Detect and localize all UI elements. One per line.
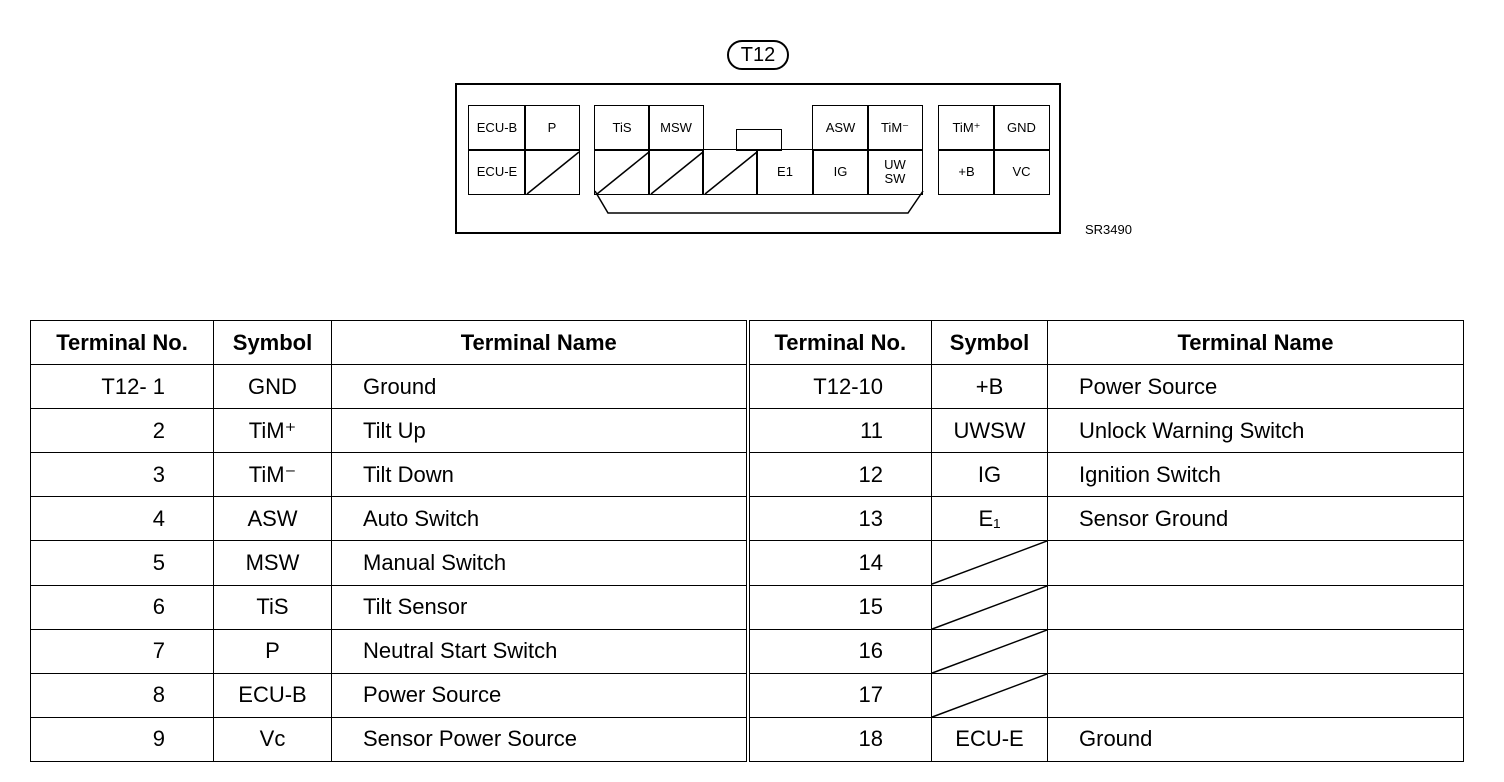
table-row <box>31 409 1464 453</box>
terminal-no: T12-10 <box>748 365 932 409</box>
pin-label: MSW <box>660 120 692 135</box>
terminal-no: 15 <box>748 585 932 629</box>
terminal-no: 8 <box>31 673 214 717</box>
symbol: ECU-E <box>932 717 1048 761</box>
symbol: ECU-B <box>214 673 332 717</box>
pin-label: TiS <box>612 120 632 135</box>
terminal-name: Auto Switch <box>332 497 748 541</box>
terminal-name <box>1048 541 1464 585</box>
pin-label: VC <box>1012 164 1031 179</box>
connector-latch <box>736 129 782 151</box>
terminal-name <box>1048 585 1464 629</box>
terminal-name: Sensor Ground <box>1048 497 1464 541</box>
table-row <box>31 365 1464 409</box>
symbol-empty <box>932 629 1048 673</box>
pin-tim-minus <box>867 105 923 151</box>
terminal-name: Manual Switch <box>332 541 748 585</box>
terminal-name: Unlock Warning Switch <box>1048 409 1464 453</box>
terminal-name: Power Source <box>332 673 748 717</box>
header-symbol: Symbol <box>932 321 1048 365</box>
pin-vc <box>993 149 1050 195</box>
header-terminal-name: Terminal Name <box>1048 321 1464 365</box>
terminal-name: Ground <box>1048 717 1464 761</box>
pin-ecu-b <box>468 105 526 151</box>
terminal-no: 14 <box>748 541 932 585</box>
header-symbol: Symbol <box>214 321 332 365</box>
terminal-no: 4 <box>31 497 214 541</box>
pin-label: IG <box>833 164 848 179</box>
pin-gnd <box>993 105 1050 151</box>
header-terminal-name: Terminal Name <box>332 321 748 365</box>
symbol: E₁ <box>932 497 1048 541</box>
pin-label: ASW <box>825 120 856 135</box>
terminal-no: 11 <box>748 409 932 453</box>
terminal-no: 18 <box>748 717 932 761</box>
terminal-table <box>30 320 1464 762</box>
header-terminal-no: Terminal No. <box>748 321 932 365</box>
terminal-no: 7 <box>31 629 214 673</box>
symbol: Vc <box>214 717 332 761</box>
pin-ecu-e <box>468 149 526 195</box>
terminal-no: 3 <box>31 453 214 497</box>
terminal-no: T12- 1 <box>31 365 214 409</box>
symbol: MSW <box>214 541 332 585</box>
terminal-name: Tilt Down <box>332 453 748 497</box>
connector-label: T12 <box>727 40 789 70</box>
pin-label: E1 <box>777 164 793 179</box>
terminal-no: 5 <box>31 541 214 585</box>
symbol-empty <box>932 541 1048 585</box>
connector-diagram <box>455 83 1061 234</box>
symbol: +B <box>932 365 1048 409</box>
pin-label: ECU-B <box>476 120 518 135</box>
pin-label: GND <box>1007 120 1036 135</box>
symbol: UWSW <box>932 409 1048 453</box>
terminal-name <box>1048 673 1464 717</box>
pin-asw <box>812 105 869 151</box>
terminal-no: 6 <box>31 585 214 629</box>
terminal-name: Tilt Sensor <box>332 585 748 629</box>
pin-label: ECU-E <box>476 164 518 179</box>
terminal-name <box>1048 629 1464 673</box>
terminal-no: 16 <box>748 629 932 673</box>
symbol-empty <box>932 673 1048 717</box>
terminal-no: 17 <box>748 673 932 717</box>
header-terminal-no: Terminal No. <box>31 321 214 365</box>
pin-tim-plus <box>938 105 995 151</box>
pin-tis <box>594 105 650 151</box>
terminal-name: Ground <box>332 365 748 409</box>
empty-slash <box>932 541 1047 584</box>
table-row <box>31 717 1464 761</box>
pin-empty <box>524 149 580 195</box>
symbol: GND <box>214 365 332 409</box>
pin-label: +B <box>958 164 975 179</box>
terminal-name: Tilt Up <box>332 409 748 453</box>
table-row <box>31 673 1464 717</box>
pin-label: TiM⁻ <box>880 120 910 135</box>
symbol: TiS <box>214 585 332 629</box>
table-row <box>31 453 1464 497</box>
symbol: TiM⁻ <box>214 453 332 497</box>
table-header-row <box>31 321 1464 365</box>
empty-slash <box>932 630 1047 673</box>
empty-slash <box>932 586 1047 629</box>
table-row <box>31 629 1464 673</box>
terminal-no: 12 <box>748 453 932 497</box>
symbol-empty <box>932 585 1048 629</box>
empty-slash <box>525 150 581 196</box>
drawing-code: SR3490 <box>1085 222 1132 237</box>
pin-b-plus <box>938 149 995 195</box>
symbol: IG <box>932 453 1048 497</box>
terminal-name: Ignition Switch <box>1048 453 1464 497</box>
terminal-name: Neutral Start Switch <box>332 629 748 673</box>
table-row <box>31 541 1464 585</box>
connector-skirt <box>594 187 926 217</box>
pin-p <box>524 105 580 151</box>
empty-slash <box>932 674 1047 717</box>
terminal-name: Sensor Power Source <box>332 717 748 761</box>
table-row <box>31 585 1464 629</box>
pin-label: P <box>547 120 557 135</box>
symbol: P <box>214 629 332 673</box>
pin-msw <box>648 105 704 151</box>
table-row <box>31 497 1464 541</box>
terminal-no: 2 <box>31 409 214 453</box>
symbol: TiM⁺ <box>214 409 332 453</box>
pin-label: UW SW <box>884 157 906 186</box>
symbol: ASW <box>214 497 332 541</box>
pin-label: TiM⁺ <box>952 120 981 135</box>
terminal-no: 13 <box>748 497 932 541</box>
terminal-name: Power Source <box>1048 365 1464 409</box>
terminal-no: 9 <box>31 717 214 761</box>
